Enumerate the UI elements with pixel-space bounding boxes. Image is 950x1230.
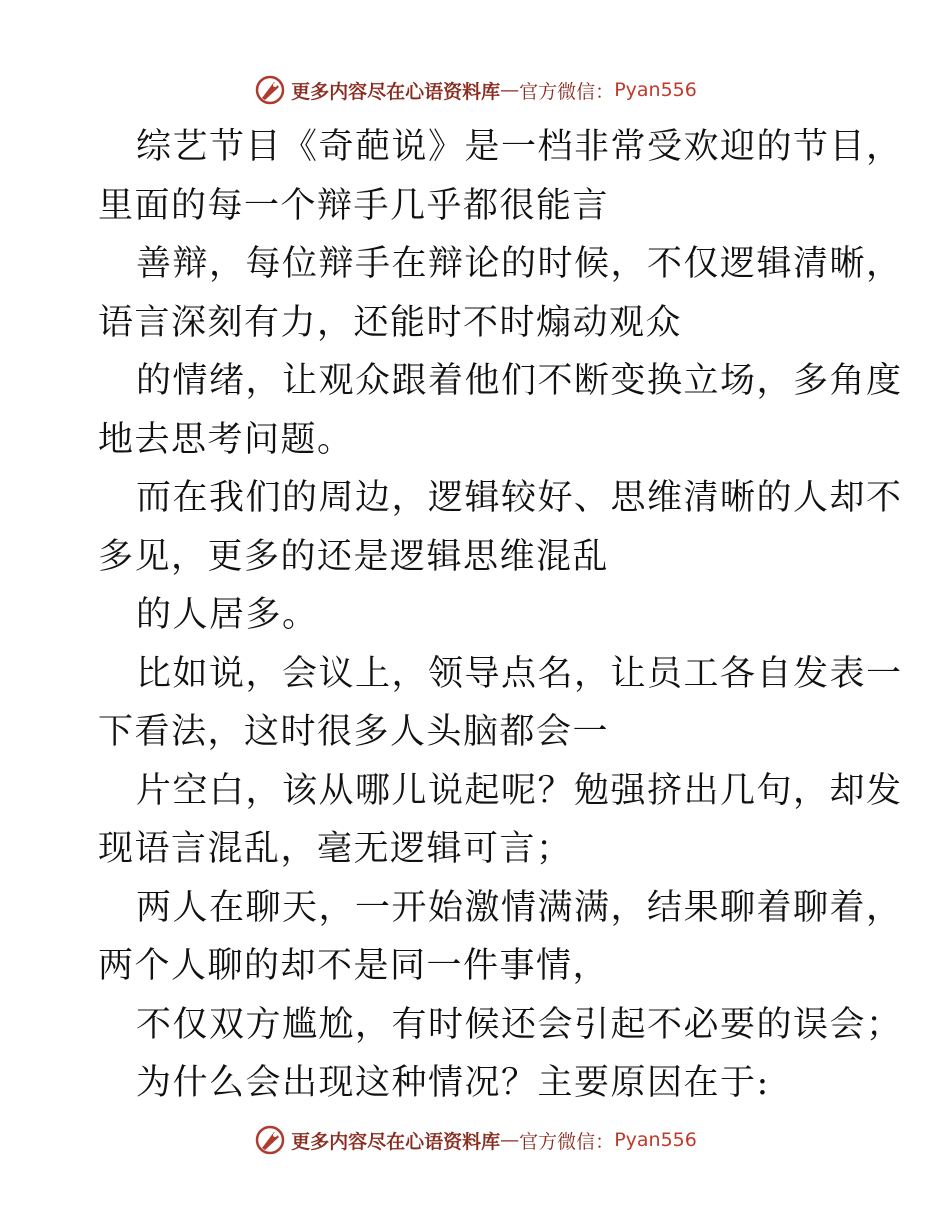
watermark-dash: — [500,79,520,101]
text-line: 里面的每一个辩手几乎都很能言 [98,185,610,226]
watermark-brand-text: 更多内容尽在心语资料库 [291,80,501,103]
text-line: 下看法，这时很多人头脑都会一 [98,712,610,752]
text-line: 两人在聊天，一开始激情满满，结果聊着聊着， [136,887,903,928]
watermark-wechat-id: Pyan556 [614,1129,697,1151]
text-line: 而在我们的周边，逻辑较好、思维清晰的人却不 [136,478,903,518]
watermark-brand-text: 更多内容尽在心语资料库 [291,1130,501,1153]
header-watermark [0,72,950,108]
text-line: 综艺节目《奇葩说》是一档非常受欢迎的节目， [136,127,903,167]
text-line: 的人居多。 [136,595,319,635]
text-line: 不仅双方尴尬，有时候还会引起不必要的误会； [136,1004,903,1045]
watermark-official-label: 官方微信： [519,80,615,103]
text-line: 现语言混乱，毫无逻辑可言； [98,829,573,869]
watermark-official-label: 官方微信： [519,1130,615,1153]
pen-nib-logo-icon [253,73,287,107]
document-body [98,118,903,1113]
text-line: 的情绪，让观众跟着他们不断变换立场，多角度 [136,361,903,401]
footer-watermark [0,1122,950,1158]
text-line: 多见，更多的还是逻辑思维混乱 [98,536,610,577]
watermark-dash: — [500,1129,520,1151]
text-line: 片空白，该从哪儿说起呢？勉强挤出几句，却发 [136,770,903,811]
text-line: 地去思考问题。 [98,419,354,460]
text-line: 为什么会出现这种情况？主要原因在于: [136,1063,770,1103]
text-line: 两个人聊的却不是同一件事情， [98,946,610,986]
text-line: 语言深刻有力，还能时不时煽动观众 [98,302,683,343]
watermark-wechat-id: Pyan556 [614,79,697,101]
text-line: 善辩，每位辩手在辩论的时候，不仅逻辑清晰， [136,244,903,284]
pen-nib-logo-icon [253,1123,287,1157]
text-line: 比如说，会议上，领导点名，让员工各自发表一 [136,653,903,694]
